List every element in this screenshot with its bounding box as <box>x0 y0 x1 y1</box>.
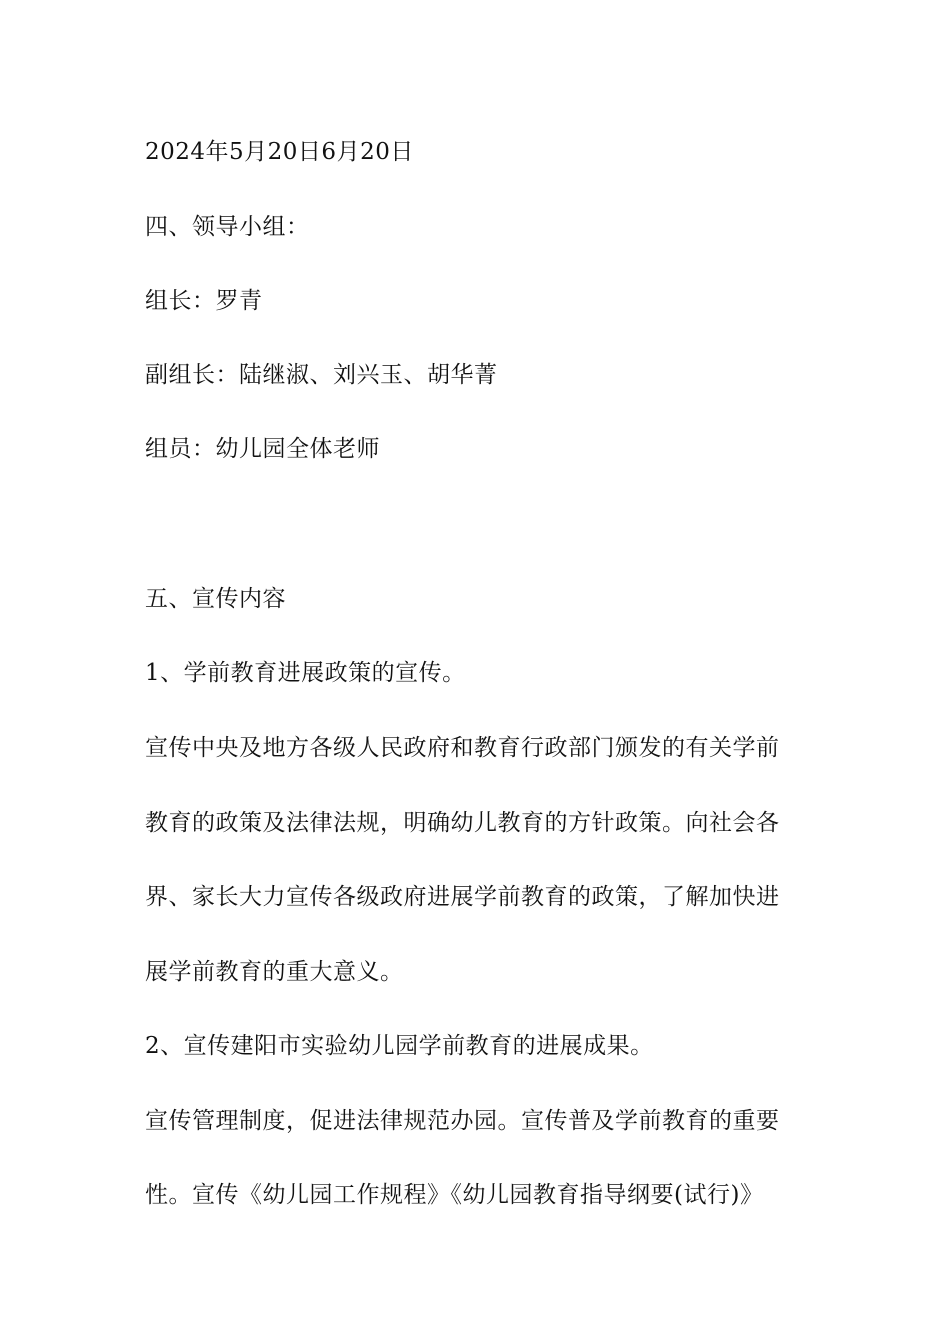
item-2-title: 2、宣传建阳市实验幼儿园学前教育的进展成果。 <box>145 1033 654 1059</box>
paragraph-line: 宣传管理制度，促进法律规范办园。宣传普及学前教育的重要 <box>145 1108 780 1134</box>
paragraph-line: 教育的政策及法律法规，明确幼儿教育的方针政策。向社会各 <box>145 810 780 836</box>
group-leader-text: 组长：罗青 <box>145 288 263 314</box>
item-1-title: 1、学前教育进展政策的宣传。 <box>145 660 466 686</box>
section-4-heading: 四、领导小组： <box>145 214 310 240</box>
deputy-leaders-text: 副组长：陆继淑、刘兴玉、胡华菁 <box>145 362 498 388</box>
paragraph-line: 界、家长大力宣传各级政府进展学前教育的政策，了解加快进 <box>145 884 780 910</box>
group-members-text: 组员：幼儿园全体老师 <box>145 436 380 462</box>
date-range-text: 2024年5月20日6月20日 <box>145 139 414 165</box>
paragraph-line: 性。宣传《幼儿园工作规程》《幼儿园教育指导纲要(试行)》 <box>145 1182 764 1208</box>
paragraph-line: 展学前教育的重大意义。 <box>145 959 404 985</box>
paragraph-line: 宣传中央及地方各级人民政府和教育行政部门颁发的有关学前 <box>145 735 780 761</box>
section-5-heading: 五、宣传内容 <box>145 586 286 612</box>
